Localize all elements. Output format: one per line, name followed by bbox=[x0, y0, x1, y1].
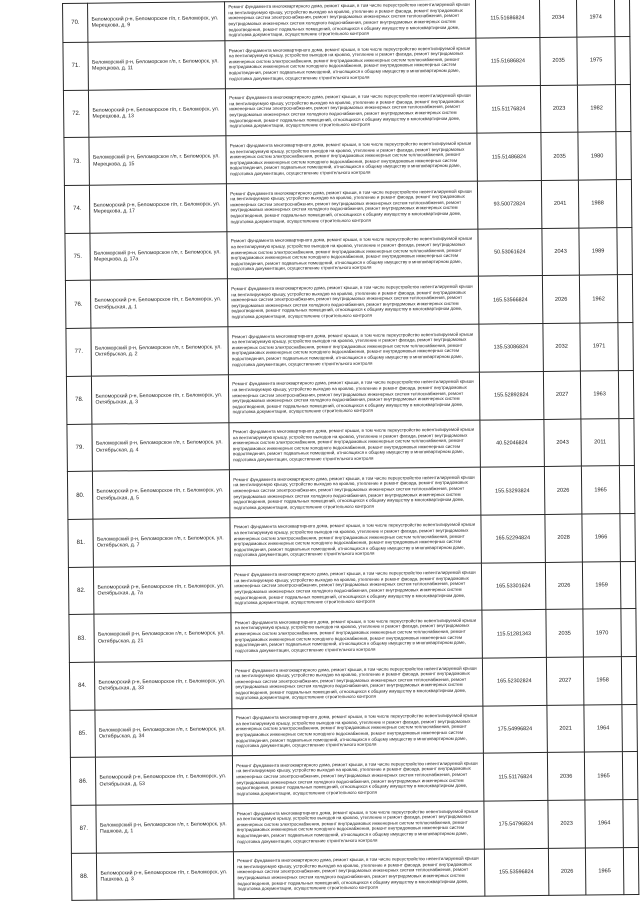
built-year-cell: 1963 bbox=[581, 370, 619, 418]
built-year-cell: 1964 bbox=[584, 704, 622, 752]
planned-year-cell: 2023 bbox=[548, 800, 586, 848]
row-number: 72. bbox=[63, 90, 89, 138]
built-year-cell: 2011 bbox=[581, 418, 619, 466]
empty-cell bbox=[614, 0, 630, 37]
address-cell: Беломорский р-н, Беломорское г/п, г. Беломорск, ул. Мерецкова, д. 17 bbox=[90, 184, 227, 233]
cost-cell: 165.52294824 bbox=[481, 514, 545, 562]
planned-year-cell: 2036 bbox=[547, 752, 585, 800]
table-row bbox=[63, 84, 630, 138]
row-number: 83. bbox=[69, 614, 95, 662]
row-number: 84. bbox=[69, 662, 95, 710]
empty-cell bbox=[620, 513, 636, 561]
table-row bbox=[66, 323, 633, 377]
works-cell: Ремонт фундамента многоквартирного дома, ремонт крыши, в том числе переустройство невентилируемой крыши на вентилируемую крышу, устройство выходов на кровлю, утепление и ремонт фасада, ремонт внутридомовых инженерных систем электроснабжения, ремонт внутридомовых инженерных систем теплоснабжения, ремонт внутридомовых инженерных систем холодного водоснабжения, ремонт внутридомовых инженерных систем водоотведения, ремонт подвальных помещений, относящихся к общему имуществу в многоквартирном доме, подготовка документации, осуществление строительного контроля bbox=[230, 515, 481, 565]
works-cell: Ремонт фундамента многоквартирного дома, ремонт крыши, в том числе переустройство невентилируемой крыши на вентилируемую крышу, устройство выходов на кровлю, утепление и ремонт фасада, ремонт внутридомовых инженерных систем электроснабжения, ремонт внутридомовых инженерных систем теплоснабжения, ремонт внутридомовых инженерных систем холодного водоснабжения, ремонт внутридомовых инженерных систем водоотведения, ремонт подвальных помещений, относящихся к общему имуществу в многоквартирном доме, подготовка документации, осуществление строительного контроля bbox=[233, 753, 484, 803]
empty-cell bbox=[615, 37, 631, 85]
works-cell: Ремонт фундамента многоквартирного дома, ремонт крыши, в том числе переустройство невентилируемой крыши на вентилируемую крышу, устройство выходов на кровлю, утепление и ремонт фасада, ремонт внутридомовых инженерных систем электроснабжения, ремонт внутридомовых инженерных систем теплоснабжения, ремонт внутридомовых инженерных систем холодного водоснабжения, ремонт внутридомовых инженерных систем водоотведения, ремонт подвальных помещений, относящихся к общему имуществу в многоквартирном доме, подготовка документации, осуществление строительного контроля bbox=[227, 229, 478, 279]
document-page bbox=[62, 0, 639, 901]
capital-repair-table bbox=[62, 0, 639, 901]
works-cell: Ремонт фундамента многоквартирного дома, ремонт крыши, в том числе переустройство невентилируемой крыши на вентилируемую крышу, устройство выходов на кровлю, утепление и ремонт фасада, ремонт внутридомовых инженерных систем электроснабжения, ремонт внутридомовых инженерных систем теплоснабжения, ремонт внутридомовых инженерных систем холодного водоснабжения, ремонт внутридомовых инженерных систем водоотведения, ремонт подвальных помещений, относящихся к общему имуществу в многоквартирном доме, подготовка документации, осуществление строительного контроля bbox=[234, 849, 485, 899]
cost-cell: 93.50072824 bbox=[477, 181, 541, 229]
empty-cell bbox=[622, 752, 638, 800]
address-cell: Беломорский р-н, Беломорское г/п, г. Беломорск, ул. Пашкова, д. 1 bbox=[96, 804, 233, 853]
row-number: 70. bbox=[63, 3, 89, 42]
built-year-cell: 1965 bbox=[585, 752, 623, 800]
table-row bbox=[64, 132, 631, 186]
address-cell: Беломорский р-н, Беломорское г/п, г. Беломорск, ул. Октябрьская, д. 7 bbox=[93, 518, 230, 567]
empty-cell bbox=[618, 370, 634, 418]
table-row bbox=[69, 609, 636, 663]
cost-cell: 175.54796824 bbox=[484, 800, 548, 848]
address-cell: Беломорский р-н, Беломорское г/п, г. Беломорск, ул. Мерецкова, д. 11 bbox=[88, 41, 225, 90]
table-row bbox=[63, 37, 630, 91]
cost-cell: 165.52302824 bbox=[482, 657, 546, 705]
empty-cell bbox=[623, 847, 639, 895]
planned-year-cell: 2027 bbox=[546, 657, 584, 705]
row-number: 88. bbox=[71, 853, 97, 901]
works-cell: Ремонт фундамента многоквартирного дома, ремонт крыши, в том числе переустройство невентилируемой крыши на вентилируемую крышу, устройство выходов на кровлю, утепление и ремонт фасада, ремонт внутридомовых инженерных систем электроснабжения, ремонт внутридомовых инженерных систем теплоснабжения, ремонт внутридомовых инженерных систем холодного водоснабжения, ремонт внутридомовых инженерных систем водоотведения, ремонт подвальных помещений, относящихся к общему имуществу в многоквартирном доме, подготовка документации, осуществление строительного контроля bbox=[228, 277, 479, 327]
works-cell: Ремонт фундамента многоквартирного дома, ремонт крыши, в том числе переустройство невентилируемой крыши на вентилируемую крышу, устройство выходов на кровлю, утепление и ремонт фасада, ремонт внутридомовых инженерных систем электроснабжения, ремонт внутридомовых инженерных систем теплоснабжения, ремонт внутридомовых инженерных систем холодного водоснабжения, ремонт внутридомовых инженерных систем водоотведения, ремонт подвальных помещений, относящихся к общему имуществу в многоквартирном доме, подготовка документации, осуществление строительного контроля bbox=[232, 658, 483, 708]
cost-cell: 40.52046824 bbox=[480, 419, 544, 467]
address-cell: Беломорский р-н, Беломорское г/п, г. Беломорск, ул. Октябрьская, д. 3 bbox=[92, 375, 229, 424]
row-number: 73. bbox=[64, 138, 90, 186]
built-year-cell: 1989 bbox=[579, 227, 617, 275]
empty-cell bbox=[620, 561, 636, 609]
address-cell: Беломорский р-н, Беломорское г/п, г. Беломорск, ул. Октябрьская, д. 34 bbox=[95, 708, 232, 757]
built-year-cell: 1958 bbox=[584, 657, 622, 705]
built-year-cell: 1988 bbox=[579, 180, 617, 228]
table-row bbox=[68, 513, 635, 567]
planned-year-cell: 2041 bbox=[541, 180, 579, 228]
row-number: 75. bbox=[65, 233, 91, 281]
planned-year-cell: 2032 bbox=[543, 323, 581, 371]
built-year-cell: 1980 bbox=[578, 132, 616, 180]
address-cell: Беломорский р-н, Беломорское г/п, г. Беломорск, ул. Октябрьская, д. 2 bbox=[91, 327, 228, 376]
table-row bbox=[71, 799, 638, 853]
built-year-cell: 1975 bbox=[577, 37, 615, 85]
works-cell: Ремонт фундамента многоквартирного дома, ремонт крыши, в том числе переустройство невентилируемой крыши на вентилируемую крышу, устройство выходов на кровлю, утепление и ремонт фасада, ремонт внутридомовых инженерных систем электроснабжения, ремонт внутридомовых инженерных систем теплоснабжения, ремонт внутридомовых инженерных систем холодного водоснабжения, ремонт внутридомовых инженерных систем водоотведения, ремонт подвальных помещений, относящихся к общему имуществу в многоквартирном доме, подготовка документации, осуществление строительного контроля bbox=[231, 563, 482, 613]
cost-cell: 115.51686824 bbox=[476, 37, 540, 85]
built-year-cell: 1971 bbox=[580, 323, 618, 371]
planned-year-cell: 2026 bbox=[548, 848, 586, 896]
cost-cell: 115.51686824 bbox=[475, 0, 539, 38]
cost-cell: 115.51281343 bbox=[482, 610, 546, 658]
table-row bbox=[65, 275, 632, 329]
row-number: 78. bbox=[66, 376, 92, 424]
cost-cell: 115.51176824 bbox=[483, 753, 547, 801]
row-number: 74. bbox=[64, 185, 90, 233]
works-cell: Ремонт фундамента многоквартирного дома, ремонт крыши, в том числе переустройство невентилируемой крыши на вентилируемую крышу, устройство выходов на кровлю, утепление и ремонт фасада, ремонт внутридомовых инженерных систем электроснабжения, ремонт внутридомовых инженерных систем теплоснабжения, ремонт внутридомовых инженерных систем холодного водоснабжения, ремонт внутридомовых инженерных систем водоотведения, ремонт подвальных помещений, относящихся к общему имуществу в многоквартирном доме, подготовка документации, осуществление строительного контроля bbox=[233, 801, 484, 851]
planned-year-cell: 2028 bbox=[545, 514, 583, 562]
cost-cell: 175.54996824 bbox=[483, 705, 547, 753]
planned-year-cell: 2035 bbox=[546, 609, 584, 657]
cost-cell: 50.53061624 bbox=[478, 228, 542, 276]
built-year-cell: 1966 bbox=[582, 514, 620, 562]
built-year-cell: 1974 bbox=[577, 0, 615, 37]
planned-year-cell: 2026 bbox=[544, 466, 582, 514]
planned-year-cell: 2035 bbox=[540, 37, 578, 85]
planned-year-cell: 2026 bbox=[542, 276, 580, 324]
built-year-cell: 1964 bbox=[585, 800, 623, 848]
address-cell: Беломорский р-н, Беломорское г/п, г. Беломорск, ул. Октябрьская, д. 1 bbox=[91, 279, 228, 328]
empty-cell bbox=[622, 704, 638, 752]
empty-cell bbox=[617, 275, 633, 323]
address-cell: Беломорский р-н, Беломорское г/п, г. Беломорск, ул. Мерецкова, д. 9 bbox=[88, 2, 225, 42]
row-number: 71. bbox=[63, 42, 89, 90]
works-cell: Ремонт фундамента многоквартирного дома, ремонт крыши, в том числе переустройство невентилируемой крыши на вентилируемую крышу, устройство выходов на кровлю, утепление и ремонт фасада, ремонт внутридомовых инженерных систем электроснабжения, ремонт внутридомовых инженерных систем теплоснабжения, ремонт внутридомовых инженерных систем холодного водоснабжения, ремонт внутридомовых инженерных систем водоотведения, ремонт подвальных помещений, относящихся к общему имуществу в многоквартирном доме, подготовка документации, осуществление строительного контроля bbox=[230, 467, 481, 517]
table-row bbox=[70, 752, 637, 806]
row-number: 77. bbox=[66, 328, 92, 376]
planned-year-cell: 2026 bbox=[545, 562, 583, 610]
address-cell: Беломорский р-н, Беломорское г/п, г. Беломорск, ул. Октябрьская, д. 7а bbox=[94, 565, 231, 614]
works-cell: Ремонт фундамента многоквартирного дома, ремонт крыши, в том числе переустройство невентилируемой крыши на вентилируемую крышу, устройство выходов на кровлю, утепление и ремонт фасада, ремонт внутридомовых инженерных систем электроснабжения, ремонт внутридомовых инженерных систем теплоснабжения, ремонт внутридомовых инженерных систем холодного водоснабжения, ремонт внутридомовых инженерных систем водоотведения, ремонт подвальных помещений, относящихся к общему имуществу в многоквартирном доме, подготовка документации, осуществление строительного контроля bbox=[226, 86, 477, 136]
cost-cell: 115.51176824 bbox=[476, 85, 540, 133]
built-year-cell: 1962 bbox=[580, 275, 618, 323]
cost-cell: 165.53301624 bbox=[481, 562, 545, 610]
empty-cell bbox=[623, 799, 639, 847]
planned-year-cell: 2023 bbox=[540, 85, 578, 133]
table-row bbox=[64, 180, 631, 234]
row-number: 80. bbox=[67, 471, 93, 519]
row-number: 82. bbox=[68, 567, 94, 615]
row-number: 87. bbox=[71, 805, 97, 853]
works-cell: Ремонт фундамента многоквартирного дома, ремонт крыши, в том числе переустройство невентилируемой крыши на вентилируемую крышу, устройство выходов на кровлю, утепление и ремонт фасада, ремонт внутридомовых инженерных систем электроснабжения, ремонт внутридомовых инженерных систем теплоснабжения, ремонт внутридомовых инженерных систем холодного водоснабжения, ремонт внутридомовых инженерных систем водоотведения, ремонт подвальных помещений, относящихся к общему имуществу в многоквартирном доме, подготовка документации, осуществление строительного контроля bbox=[225, 0, 476, 41]
cost-cell: 135.53086824 bbox=[479, 324, 543, 372]
address-cell: Беломорский р-н, Беломорское г/п, г. Беломорск, ул. Октябрьская, д. 4 bbox=[92, 422, 229, 471]
works-cell: Ремонт фундамента многоквартирного дома, ремонт крыши, в том числе переустройство невентилируемой крыши на вентилируемую крышу, устройство выходов на кровлю, утепление и ремонт фасада, ремонт внутридомовых инженерных систем электроснабжения, ремонт внутридомовых инженерных систем теплоснабжения, ремонт внутридомовых инженерных систем холодного водоснабжения, ремонт внутридомовых инженерных систем водоотведения, ремонт подвальных помещений, относящихся к общему имуществу в многоквартирном доме, подготовка документации, осуществление строительного контроля bbox=[229, 372, 480, 422]
row-number: 79. bbox=[67, 424, 93, 472]
planned-year-cell: 2043 bbox=[542, 228, 580, 276]
works-cell: Ремонт фундамента многоквартирного дома, ремонт крыши, в том числе переустройство невентилируемой крыши на вентилируемую крышу, устройство выходов на кровлю, утепление и ремонт фасада, ремонт внутридомовых инженерных систем электроснабжения, ремонт внутридомовых инженерных систем теплоснабжения, ремонт внутридомовых инженерных систем холодного водоснабжения, ремонт внутридомовых инженерных систем водоотведения, ремонт подвальных помещений, относящихся к общему имуществу в многоквартирном доме, подготовка документации, осуществление строительного контроля bbox=[228, 324, 479, 374]
built-year-cell: 1982 bbox=[578, 84, 616, 132]
address-cell: Беломорский р-н, Беломорское г/п, г. Беломорск, ул. Октябрьская, д. 53 bbox=[96, 756, 233, 805]
cost-cell: 155.53596824 bbox=[484, 848, 548, 896]
works-cell: Ремонт фундамента многоквартирного дома, ремонт крыши, в том числе переустройство невентилируемой крыши на вентилируемую крышу, устройство выходов на кровлю, утепление и ремонт фасада, ремонт внутридомовых инженерных систем электроснабжения, ремонт внутридомовых инженерных систем теплоснабжения, ремонт внутридомовых инженерных систем холодного водоснабжения, ремонт внутридомовых инженерных систем водоотведения, ремонт подвальных помещений, относящихся к общему имуществу в многоквартирном доме, подготовка документации, осуществление строительного контроля bbox=[227, 181, 478, 231]
address-cell: Беломорский р-н, Беломорское г/п, г. Беломорск, ул. Пашкова, д. 3 bbox=[97, 851, 234, 900]
table-row bbox=[70, 704, 637, 758]
row-number: 85. bbox=[70, 710, 96, 758]
table-row bbox=[63, 0, 630, 42]
empty-cell bbox=[621, 656, 637, 704]
empty-cell bbox=[617, 227, 633, 275]
row-number: 86. bbox=[70, 757, 96, 805]
empty-cell bbox=[618, 323, 634, 371]
built-year-cell: 1965 bbox=[586, 847, 624, 895]
empty-cell bbox=[621, 609, 637, 657]
works-cell: Ремонт фундамента многоквартирного дома, ремонт крыши, в том числе переустройство невентилируемой крыши на вентилируемую крышу, устройство выходов на кровлю, утепление и ремонт фасада, ремонт внутридомовых инженерных систем электроснабжения, ремонт внутридомовых инженерных систем теплоснабжения, ремонт внутридомовых инженерных систем холодного водоснабжения, ремонт внутридомовых инженерных систем водоотведения, ремонт подвальных помещений, относящихся к общему имуществу в многоквартирном доме, подготовка документации, осуществление строительного контроля bbox=[225, 38, 476, 88]
cost-cell: 155.52892824 bbox=[479, 371, 543, 419]
planned-year-cell: 2021 bbox=[547, 705, 585, 753]
address-cell: Беломорский р-н, Беломорское г/п, г. Беломорск, ул. Октябрьская, д. 21 bbox=[94, 613, 231, 662]
works-cell: Ремонт фундамента многоквартирного дома, ремонт крыши, в том числе переустройство невентилируемой крыши на вентилируемую крышу, устройство выходов на кровлю, утепление и ремонт фасада, ремонт внутридомовых инженерных систем электроснабжения, ремонт внутридомовых инженерных систем теплоснабжения, ремонт внутридомовых инженерных систем холодного водоснабжения, ремонт внутридомовых инженерных систем водоотведения, ремонт подвальных помещений, относящихся к общему имуществу в многоквартирном доме, подготовка документации, осуществление строительного контроля bbox=[232, 706, 483, 756]
table-row bbox=[65, 227, 632, 281]
row-number: 81. bbox=[68, 519, 94, 567]
works-cell: Ремонт фундамента многоквартирного дома, ремонт крыши, в том числе переустройство невентилируемой крыши на вентилируемую крышу, устройство выходов на кровлю, утепление и ремонт фасада, ремонт внутридомовых инженерных систем электроснабжения, ремонт внутридомовых инженерных систем теплоснабжения, ремонт внутридомовых инженерных систем холодного водоснабжения, ремонт внутридомовых инженерных систем водоотведения, ремонт подвальных помещений, относящихся к общему имуществу в многоквартирном доме, подготовка документации, осуществление строительного контроля bbox=[226, 134, 477, 184]
built-year-cell: 1959 bbox=[583, 561, 621, 609]
planned-year-cell: 2035 bbox=[541, 132, 579, 180]
planned-year-cell: 2034 bbox=[539, 0, 577, 37]
works-cell: Ремонт фундамента многоквартирного дома, ремонт крыши, в том числе переустройство невентилируемой крыши на вентилируемую крышу, устройство выходов на кровлю, утепление и ремонт фасада, ремонт внутридомовых инженерных систем электроснабжения, ремонт внутридомовых инженерных систем теплоснабжения, ремонт внутридомовых инженерных систем холодного водоснабжения, ремонт внутридомовых инженерных систем водоотведения, ремонт подвальных помещений, относящихся к общему имуществу в многоквартирном доме, подготовка документации, осуществление строительного контроля bbox=[231, 610, 482, 660]
address-cell: Беломорский р-н, Беломорское г/п, г. Беломорск, ул. Октябрьская, д. 5 bbox=[93, 470, 230, 519]
works-cell: Ремонт фундамента многоквартирного дома, ремонт крыши, в том числе переустройство невентилируемой крыши на вентилируемую крышу, устройство выходов на кровлю, утепление и ремонт фасада, ремонт внутридомовых инженерных систем электроснабжения, ремонт внутридомовых инженерных систем теплоснабжения, ремонт внутридомовых инженерных систем холодного водоснабжения, ремонт внутридомовых инженерных систем водоотведения, ремонт подвальных помещений, относящихся к общему имуществу в многоквартирном доме, подготовка документации, осуществление строительного контроля bbox=[229, 420, 480, 470]
cost-cell: 155.53293824 bbox=[480, 467, 544, 515]
table-row bbox=[71, 847, 638, 901]
built-year-cell: 1965 bbox=[582, 466, 620, 514]
empty-cell bbox=[616, 132, 632, 180]
table-row bbox=[68, 561, 635, 615]
empty-cell bbox=[619, 466, 635, 514]
table-row bbox=[67, 466, 634, 520]
cost-cell: 115.51486824 bbox=[477, 133, 541, 181]
built-year-cell: 1970 bbox=[583, 609, 621, 657]
empty-cell bbox=[615, 84, 631, 132]
address-cell: Беломорский р-н, Беломорское г/п, г. Беломорск, ул. Мерецкова, д. 13 bbox=[89, 88, 226, 137]
address-cell: Беломорский р-н, Беломорское г/п, г. Беломорск, ул. Октябрьская, д. 33 bbox=[95, 661, 232, 710]
planned-year-cell: 2043 bbox=[544, 419, 582, 467]
table-row bbox=[67, 418, 634, 472]
row-number: 76. bbox=[65, 281, 91, 329]
empty-cell bbox=[616, 180, 632, 228]
planned-year-cell: 2027 bbox=[543, 371, 581, 419]
cost-cell: 165.53566824 bbox=[478, 276, 542, 324]
address-cell: Беломорский р-н, Беломорское г/п, г. Беломорск, ул. Мерецкова, д. 17а bbox=[90, 232, 227, 281]
table-row bbox=[66, 370, 633, 424]
address-cell: Беломорский р-н, Беломорское г/п, г. Беломорск, ул. Мерецкова, д. 15 bbox=[89, 136, 226, 185]
table-row bbox=[69, 656, 636, 710]
empty-cell bbox=[619, 418, 635, 466]
